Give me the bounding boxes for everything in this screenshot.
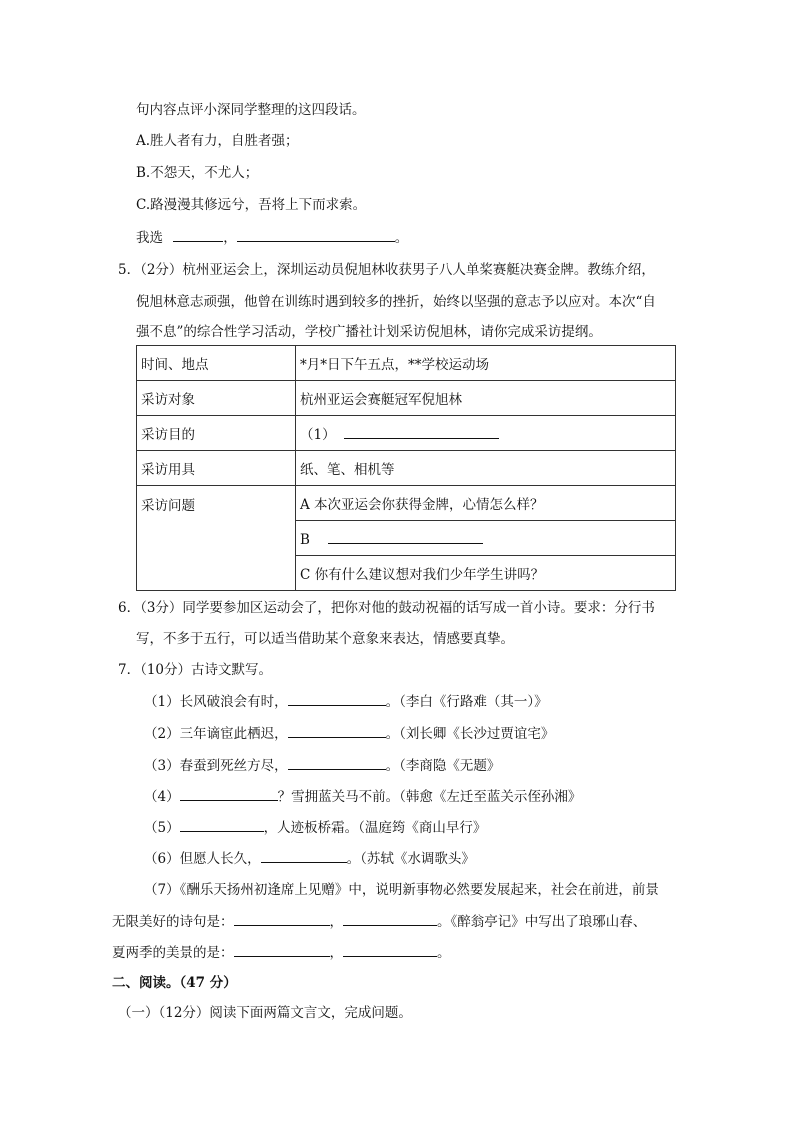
table-row bbox=[137, 451, 676, 486]
q4-comma: ， bbox=[223, 230, 237, 246]
row-key-interviewee: 采访对象 bbox=[137, 381, 296, 416]
q7-item-5 bbox=[144, 817, 486, 838]
q7-heading: 7．（10分）古诗文默写。 bbox=[118, 662, 273, 678]
row-value-purpose bbox=[296, 416, 676, 451]
q7-item-7-line3 bbox=[112, 942, 451, 963]
question-c: C 你有什么建议想对我们少年学生讲吗？ bbox=[296, 556, 676, 591]
q4-answer-line bbox=[136, 227, 408, 248]
q7-3-source: 。（李商隐《无题》 bbox=[385, 758, 501, 774]
q7-2-source: 。（刘长卿《长沙过贾谊宅》 bbox=[385, 726, 555, 742]
question-a: A 本次亚运会你获得金牌，心情怎么样？ bbox=[296, 486, 676, 521]
row-value-time-place: *月*日下午五点，**学校运动场 bbox=[296, 346, 676, 381]
q7-item-6 bbox=[144, 848, 475, 869]
row-key-purpose: 采访目的 bbox=[137, 416, 296, 451]
q7-7-comma-1: ， bbox=[329, 914, 343, 930]
q4-option-b: B.不怨天，不尤人； bbox=[136, 165, 259, 181]
section-2-title: 二、阅读。（47 分） bbox=[112, 975, 237, 991]
table-row bbox=[137, 486, 676, 521]
q7-4-blank[interactable] bbox=[180, 786, 278, 801]
question-b bbox=[296, 521, 676, 556]
q7-4-text: ？雪拥蓝关马不前。（韩愈《左迁至蓝关示侄孙湘》 bbox=[277, 789, 582, 805]
question-b-label: B bbox=[300, 531, 310, 548]
q4-choose-label: 我选 bbox=[136, 230, 163, 246]
q7-7-blank-2[interactable] bbox=[343, 911, 437, 926]
q7-item-2 bbox=[144, 723, 554, 744]
q7-2-text: （2）三年谪宦此栖迟， bbox=[144, 726, 288, 742]
q4-option-a: A.胜人者有力，自胜者强； bbox=[136, 133, 299, 149]
q7-1-blank[interactable] bbox=[288, 691, 386, 706]
q7-6-text: （6）但愿人长久， bbox=[144, 851, 261, 867]
row-key-tools: 采访用具 bbox=[137, 451, 296, 486]
q7-item-3 bbox=[144, 755, 500, 776]
q5-line2: 倪旭林意志顽强，他曾在训练时遇到较多的挫折，始终以坚强的意志予以应对。本次“自 bbox=[136, 294, 656, 310]
q4-option-c: C.路漫漫其修远兮，吾将上下而求索。 bbox=[136, 197, 367, 213]
table-row bbox=[137, 381, 676, 416]
q7-5-text: ，人迹板桥霜。（温庭筠《商山早行》 bbox=[263, 820, 487, 836]
q4-choice-blank[interactable] bbox=[173, 227, 223, 242]
q7-7-prompt-3: 夏两季的美景的是： bbox=[112, 945, 234, 961]
q7-7-prompt-1: 无限美好的诗句是： bbox=[112, 914, 234, 930]
q7-5-blank[interactable] bbox=[180, 817, 264, 832]
purpose-blank[interactable] bbox=[344, 424, 499, 439]
table-row bbox=[137, 416, 676, 451]
q7-1-source: 。（李白《行路难（其一）》 bbox=[385, 694, 548, 710]
q4-reason-blank[interactable] bbox=[237, 227, 395, 242]
q7-3-blank[interactable] bbox=[288, 755, 386, 770]
q7-7-period: 。 bbox=[437, 945, 451, 961]
row-value-interviewee: 杭州亚运会赛艇冠军倪旭林 bbox=[296, 381, 676, 416]
q7-7-prompt-2: 。《醉翁亭记》中写出了琅琊山春、 bbox=[437, 914, 647, 930]
q7-2-blank[interactable] bbox=[288, 723, 386, 738]
q7-7-comma-2: ， bbox=[329, 945, 343, 961]
q7-6-source: 。（苏轼《水调歌头》 bbox=[346, 851, 475, 867]
row-key-questions: 采访问题 bbox=[137, 486, 296, 591]
q7-7-blank-3[interactable] bbox=[234, 942, 330, 957]
q7-6-blank[interactable] bbox=[261, 848, 347, 863]
q4-period: 。 bbox=[394, 230, 409, 246]
section-2-subtitle: （一）（12分）阅读下面两篇文言文，完成问题。 bbox=[118, 1005, 412, 1021]
q6-line2: 写，不多于五行，可以适当借助某个意象来表达，情感要真挚。 bbox=[136, 631, 514, 647]
q7-item-1 bbox=[144, 691, 548, 712]
q7-7-blank-4[interactable] bbox=[343, 942, 437, 957]
question-b-blank[interactable] bbox=[328, 529, 483, 544]
q7-item-7-line2 bbox=[112, 911, 646, 932]
q5-line1: 5．（2分）杭州亚运会上，深圳运动员倪旭林收获男子八人单桨赛艇决赛金牌。教练介绍， bbox=[118, 262, 655, 278]
row-value-tools: 纸、笔、相机等 bbox=[296, 451, 676, 486]
q7-item-7-line1: （7）《酬乐天扬州初逢席上见赠》中，说明新事物必然要发展起来，社会在前进，前景 bbox=[144, 882, 659, 898]
q6-line1: 6．（3分）同学要参加区运动会了，把你对他的鼓动祝福的话写成一首小诗。要求：分行书 bbox=[118, 600, 655, 616]
row-key-time-place: 时间、地点 bbox=[137, 346, 296, 381]
q7-4-number: （4） bbox=[144, 789, 180, 805]
q7-1-text: （1）长风破浪会有时， bbox=[144, 694, 288, 710]
q7-5-number: （5） bbox=[144, 820, 180, 836]
q7-7-blank-1[interactable] bbox=[234, 911, 330, 926]
q5-line3: 强不息”的综合性学习活动，学校广播社计划采访倪旭林，请你完成采访提纲。 bbox=[136, 324, 602, 340]
purpose-label: （1） bbox=[300, 427, 336, 443]
q4-intro: 句内容点评小深同学整理的这四段话。 bbox=[136, 102, 366, 118]
table-row bbox=[137, 346, 676, 381]
q7-3-text: （3）春蚕到死丝方尽， bbox=[144, 758, 288, 774]
q7-item-4 bbox=[144, 786, 581, 807]
interview-outline-table bbox=[136, 345, 676, 591]
